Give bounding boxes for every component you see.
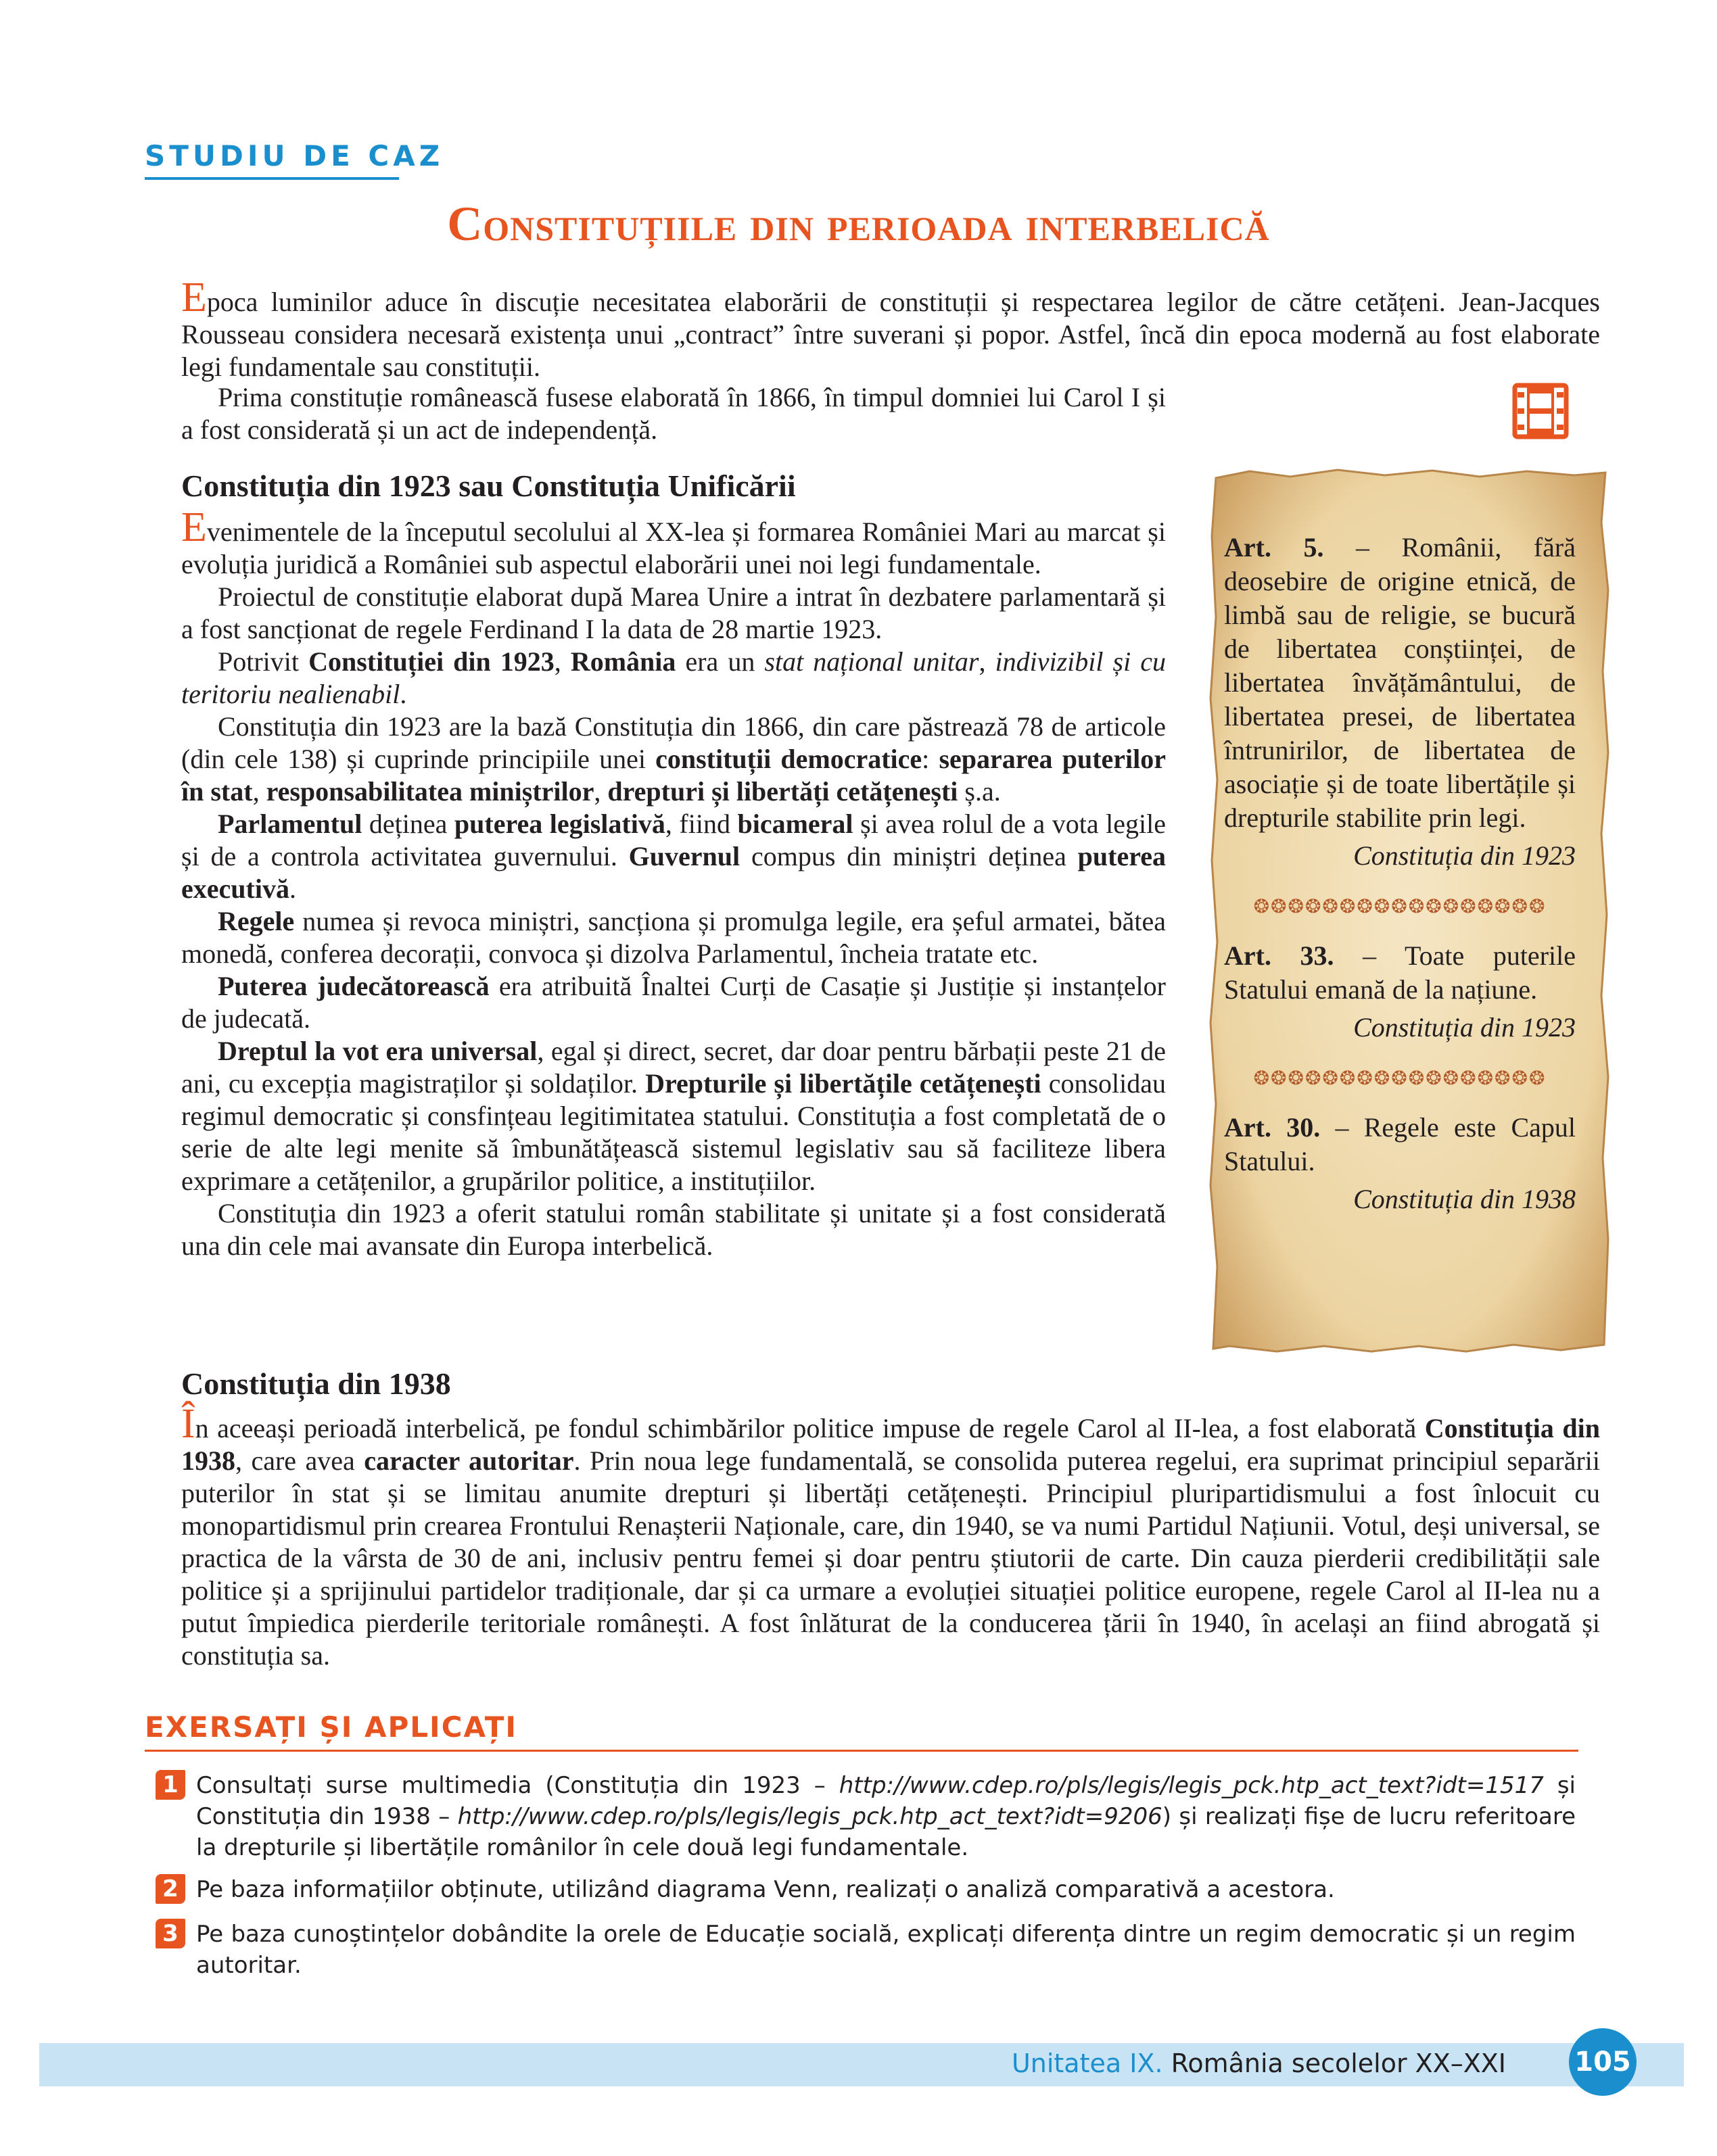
paragraph: Proiectul de constituție elaborat după Marea Unire a intrat în dezbatere parlamentară și a fost sancționat de regele Ferdinand I la data de 28 martie 1923.	[181, 581, 1166, 644]
article-30-source: Constituția din 1938	[1353, 1184, 1576, 1214]
exercise-item	[156, 1770, 1576, 1863]
paragraph: Puterea judecătorească era atribuită Înaltei Curți de Casație și Justiție și instanțelor de judecată.	[181, 971, 1166, 1034]
drop-cap: Î	[181, 1401, 195, 1447]
exercise-text: Pe baza cunoștințelor dobândite la orele de Educație socială, explicați diferența dintre un regim democratic și un regim autoritar.	[196, 1921, 1576, 1979]
section-1938-body	[181, 1401, 1601, 1672]
cdep-link-1923[interactable]: http://www.cdep.ro/pls/legis/legis_pck.htp_act_text?idt=1517	[839, 1772, 1544, 1799]
exercise-number: 2	[156, 1874, 185, 1904]
section-heading-1938: Constituția din 1938	[181, 1366, 451, 1401]
exercise-number: 3	[156, 1919, 185, 1948]
footer-unit: Unitatea IX. România secolelor XX–XXI	[1011, 2049, 1506, 2078]
film-strip-icon[interactable]	[1512, 383, 1569, 439]
exercise-item	[156, 1874, 1576, 1905]
exercises-underline	[145, 1750, 1578, 1752]
ornament-divider: ❂❂❂❂❂❂❂❂❂❂❂❂❂❂❂❂❂	[1253, 1068, 1547, 1089]
cdep-link-1938[interactable]: http://www.cdep.ro/pls/legis/legis_pck.htp_act_text?idt=9206	[457, 1803, 1162, 1830]
paragraph: Regele numea și revoca miniștri, sancționa și promulga legile, era șeful armatei, bătea monedă, conferea decorații, convoca și dizolva Parlamentul, încheia tratate etc.	[181, 906, 1166, 969]
kicker-underline	[145, 177, 399, 180]
intro-text	[181, 274, 1600, 383]
article-33: Art. 33. – Toate puterile Statului emană de la națiune.	[1224, 940, 1576, 1005]
intro-paragraph-1: Epoca luminilor aduce în discuție necesitatea elaborării de constituții și respectarea legilor de către cetățeni. Jean-Jacques Rousseau considera necesară existența unui „contract” între suverani și popor. Astfel, încă din epoca modernă au fost elaborate legi fundamentale sau constituții.	[181, 274, 1600, 382]
exercise-item	[156, 1919, 1576, 1981]
exercise-text: Consultați surse multimedia (Constituția din 1923 – http://www.cdep.ro/pls/legis/legis_pck.htp_act_text?idt=1517 și Constituția din 1938 – http://www.cdep.ro/pls/legis/legis_pck.htp_act_text?idt=9206) și realizați fișe de lucru referitoare la drepturile și libertățile românilor în cele două legi fundamentale.	[196, 1772, 1576, 1861]
drop-cap: E	[181, 504, 207, 550]
paragraph: Constituția din 1923 are la bază Constituția din 1866, din care păstrează 78 de articole (din cele 138) și cuprinde principiile unei constituții democratice: separarea puterilor în stat, responsabilitatea miniștrilor, drepturi și libertăți cetățenești ș.a.	[181, 711, 1166, 807]
article-5-source: Constituția din 1923	[1353, 840, 1576, 871]
page-number: 105	[1569, 2028, 1637, 2096]
case-study-kicker: STUDIU DE CAZ	[145, 139, 444, 172]
paragraph: Dreptul la vot era universal, egal și direct, secret, dar doar pentru bărbații peste 21 de ani, cu excepția magistraților și soldaților. Drepturile și libertățile cetățenești consolidau regimul democratic și consfințeau legitimitatea statului. Constituția a fost completată de o serie de alte legi menite să îmbunătățească sistemul legislativ sau să faciliteze libera exprimare a cetățenilor, a grupărilor politice, a instituțiilor.	[181, 1036, 1167, 1196]
section-1923-body	[181, 504, 1167, 1262]
section-heading-1923: Constituția din 1923 sau Constituția Unificării	[181, 469, 796, 503]
exercise-number: 1	[156, 1770, 185, 1800]
exercises-heading: EXERSAȚI ȘI APLICAȚI	[145, 1710, 518, 1744]
paragraph: Evenimentele de la începutul secolului al XX-lea și formarea României Mari au marcat și evoluția juridică a României sub aspectul elaborării unei noi legi fundamentale.	[181, 504, 1166, 579]
exercise-text: Pe baza informațiilor obținute, utilizând diagrama Venn, realizați o analiză comparativă a acestora.	[196, 1876, 1335, 1903]
page-title: Constituțiile din perioada interbelică	[447, 197, 1270, 251]
article-5: Art. 5. – Românii, fără deosebire de origine etnică, de limbă sau de religie, se bucură de libertatea conștiinței, de libertatea învățământului, de libertatea presei, de libertatea întrunirilor, de libertatea de asociație și de toate libertățile și drepturile stabilite prin legi.	[1224, 532, 1576, 833]
drop-cap: E	[181, 274, 207, 320]
paragraph: Potrivit Constituției din 1923, România era un stat național unitar, indivizibil și cu teritoriu nealienabil.	[181, 646, 1167, 709]
article-30: Art. 30. – Regele este Capul Statului.	[1224, 1112, 1576, 1176]
intro-paragraph-2: Prima constituție românească fusese elaborată în 1866, în timpul domniei lui Carol I și a fost considerată și un act de independență.	[181, 382, 1166, 445]
ornament-divider: ❂❂❂❂❂❂❂❂❂❂❂❂❂❂❂❂❂	[1253, 896, 1547, 917]
paragraph: Constituția din 1923 a oferit statului român stabilitate și unitate și a fost considerată una din cele mai avansate din Europa interbelică.	[181, 1198, 1166, 1261]
article-quotes	[1224, 531, 1576, 1216]
paragraph: Parlamentul deținea puterea legislativă, fiind bicameral și avea rolul de a vota legile și de a controla activitatea guvernului. Guvernul compus din miniștri deținea puterea executivă.	[181, 809, 1166, 904]
paragraph: În aceeași perioadă interbelică, pe fondul schimbărilor politice impuse de regele Carol al II-lea, a fost elaborată Constituția din 1938, care avea caracter autoritar. Prin noua lege fundamentală, se consolida puterea regelui, era suprimat principiul separării puterilor în stat și se limitau anumite drepturi și libertăți cetățenești. Principiul pluripartidismului a fost înlocuit cu monopartidismul prin crearea Frontului Renașterii Naționale, care, din 1940, se va numi Partidul Națiunii. Votul, deși universal, se practica de la vârsta de 30 de ani, inclusiv pentru femei și doar pentru știutorii de carte. Din cauza pierderii credibilității sale politice și a sprijinului partidelor tradiționale, dar și ca urmare a evoluției situației politice europene, regele Carol al II-lea nu a putut împiedica pierderile teritoriale românești. A fost înlăturat de la conducerea țării în 1940, în același an fiind abrogată și constituția sa.	[181, 1401, 1601, 1671]
article-33-source: Constituția din 1923	[1353, 1012, 1576, 1043]
intro-text-2	[181, 381, 1166, 446]
